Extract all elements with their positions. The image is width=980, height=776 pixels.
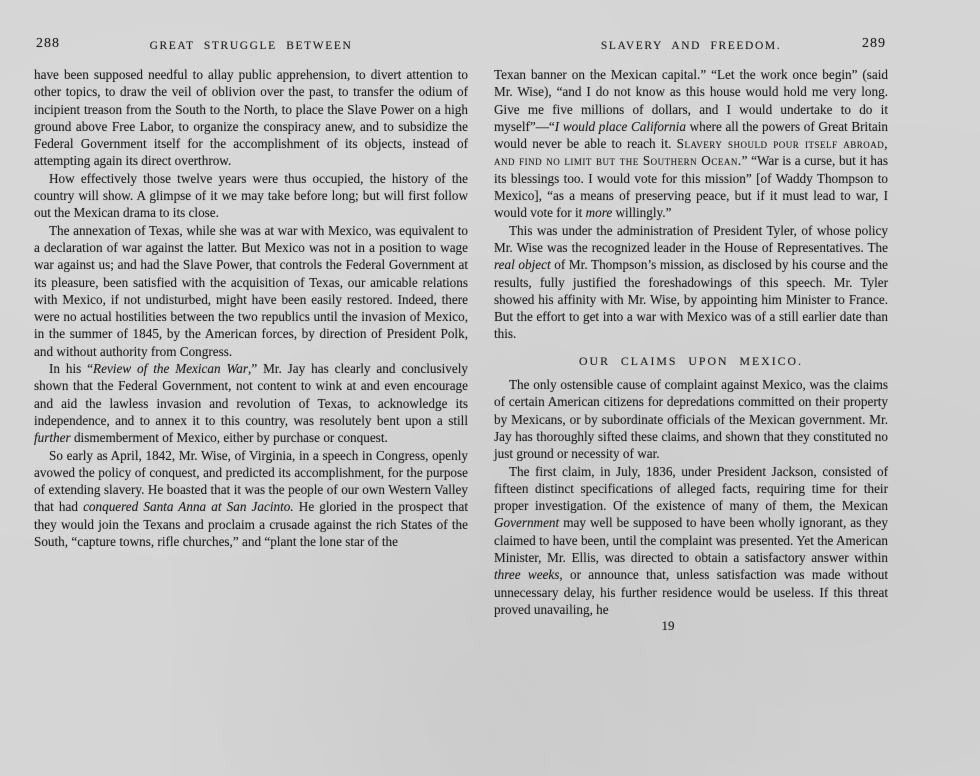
italic-text: more [585, 205, 613, 221]
running-title-left: GREAT STRUGGLE BETWEEN [149, 40, 353, 52]
text-run: ,” Mr. Jay has clearly and conclusively shown that the Federal Government, not content to wink at and even encourage and aid the lawless invasion and revolution of Texas, to acknowledge its independence, and to annex it to this country, was resolutely bent upon a still [34, 361, 469, 428]
text-run: have been supposed needful to allay public apprehension, to divert attention to other topics, to draw the veil of oblivion over the past, to transfer the odium of incipient treason from the South to the North, to place the Slave Power on a high ground above Free Labor, to organize the conspiracy anew, and to subsidize the Federal Government itself for the accomplishment of its objects, instead of attempting again its direct overthrow. [34, 67, 468, 169]
italic-text: I would place California [554, 118, 686, 134]
paragraph [34, 170, 468, 222]
text-run: He gloried in the prospect that they would join the Texans and proclaim a crusade against the rich States of the South, “capture towns, rifle churches,” and “plant the lone star of the [34, 499, 468, 550]
italic-text: conquered Santa Anna at San Jacinto. [83, 499, 294, 515]
running-header-left [34, 36, 468, 66]
signature-mark: 19 [661, 618, 675, 634]
italic-text: further [34, 430, 71, 446]
paragraph [494, 463, 888, 619]
page-body-right [494, 66, 888, 618]
text-run: The only ostensible cause of complaint against Mexico, was the claims of certain American citizens for depredations committed on their property by Mexicans, or by subordinate officials of the Mexican government. Mr. Jay has thoroughly sifted these claims, and shown that they constituted no just ground or necessity of war. [494, 377, 888, 462]
text-run: may well be supposed to have been wholly ignorant, as they claimed to have been, until the complaint was presented. Yet the American Minister, Mr. Ellis, was directed to obtain a satisfactory answer within [494, 515, 888, 566]
paragraph [34, 447, 468, 551]
text-run: willingly.” [612, 205, 672, 221]
running-title-right: SLAVERY AND FREEDOM. [600, 40, 782, 52]
small-caps-text: Slavery should pour itself abroad, and find no limit but the Southern Ocean. [494, 136, 889, 169]
paragraph [494, 222, 888, 343]
paragraph [34, 66, 468, 170]
italic-text: Review of the Mexican War [93, 361, 249, 377]
text-run: The first claim, in July, 1836, under President Jackson, consisted of fifteen distinct specifications of alleged facts, requiring time for their proper investigation. Of the existence of many of them, the Mexican [494, 463, 888, 514]
text-run: , or announce that, unless satisfaction was made without unnecessary delay, his further residence would be useless. If this threat proved unavailing, he [494, 567, 888, 617]
page-number-right: 289 [862, 36, 886, 51]
text-run: ” “War is a curse, but it has its blessings too. I would vote for this mission” [of Waddy Thompson to Mexico], “as a means of preserving peace, but if it must lead to war, I would vote for it [494, 153, 889, 221]
text-run: In his “ [49, 361, 94, 377]
text-run: where all the powers of Great Britain would never be able to reach it. [494, 118, 888, 152]
text-run: The annexation of Texas, while she was at war with Mexico, was equivalent to a declaration of war against the latter. But Mexico was not in a position to wage war against us; and had the Slave Power, that controls the Federal Government at its pleasure, been satisfied with the acquisition of Texas, our amicable relations with Mexico, if not undisturbed, might have been easily restored. Indeed, there were no actual hostilities between the two republics until the invasion of Mexico, in the summer of 1845, by the American forces, by direction of President Polk, and without authority from Congress. [34, 222, 468, 359]
italic-text: real object [494, 257, 551, 273]
text-run: So early as April, 1842, Mr. Wise, of Virginia, in a speech in Congress, openly avowed the policy of conquest, and predicted its accomplishment, for the purpose of extending slavery. He boasted that it was the people of our own Western Valley that had [34, 447, 468, 515]
running-header-right [494, 36, 888, 66]
italic-text: three weeks [494, 567, 560, 583]
text-run: of Mr. Thompson’s mission, as disclosed by his course and the results, fully justified the foreshadowings of this speech. Mr. Tyler showed his affinity with Mr. Wise, by appointing him Minister to France. But the effort to get into a war with Mexico was of a still earlier date than this. [494, 257, 889, 342]
paragraph [494, 376, 888, 462]
text-run: This was under the administration of President Tyler, of whose policy Mr. Wise was the recognized leader in the House of Representatives. The [494, 222, 888, 255]
text-run: dismemberment of Mexico, either by purchase or conquest. [70, 430, 388, 446]
page-right [494, 36, 888, 634]
section-heading: OUR CLAIMS UPON MEXICO. [579, 353, 803, 368]
paragraph [494, 66, 888, 222]
page-left [34, 36, 468, 550]
paragraph [34, 360, 468, 446]
italic-text: Government [494, 515, 560, 531]
page-body-left [34, 66, 468, 550]
paragraph [34, 222, 468, 360]
text-run: How effectively those twelve years were thus occupied, the history of the country will show. A glimpse of it we may take before long; but will first follow out the Mexican drama to its close. [34, 170, 468, 221]
page-number-left: 288 [36, 36, 60, 51]
text-run: Texan banner on the Mexican capital.” “Let the work once begin” (said Mr. Wise), “and I do not know as this house would hold me very long. Give me five millions of dollars, and I would undertake to do it myself”—“ [494, 67, 888, 134]
